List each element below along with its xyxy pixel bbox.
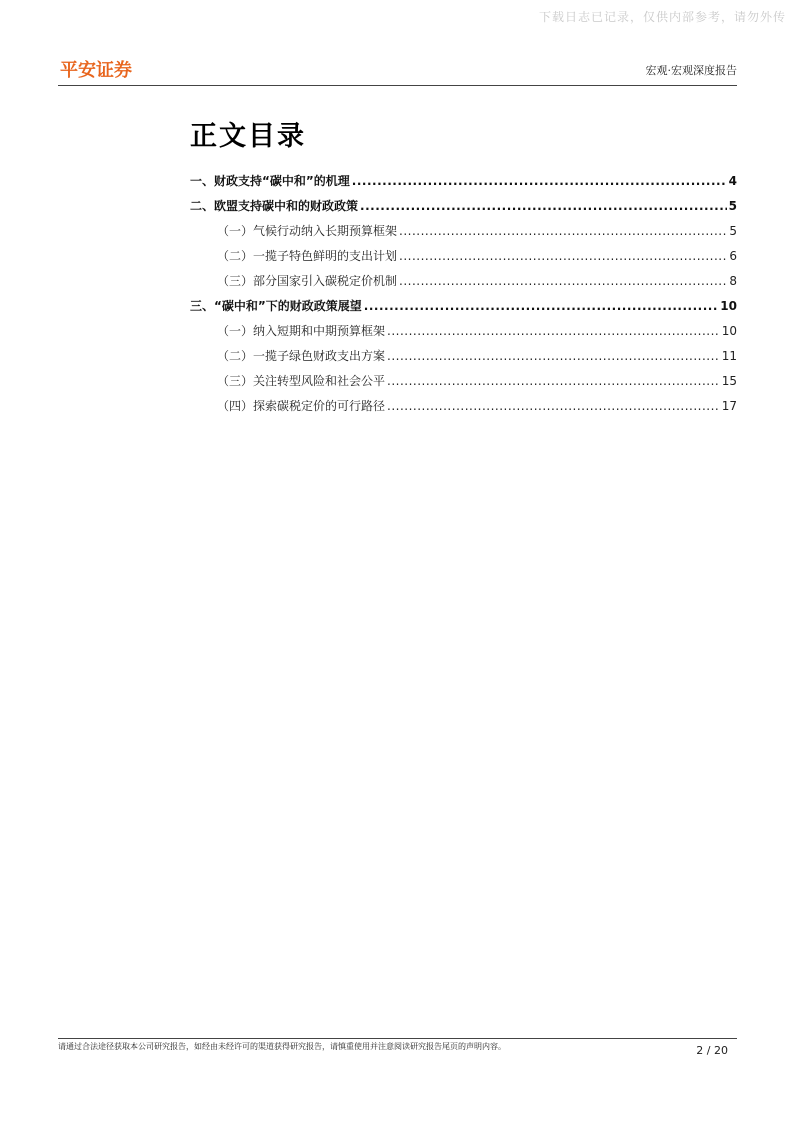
toc-label: 纳入短期和中期预算框架 [253, 324, 386, 338]
dot-leader [399, 249, 727, 263]
toc-page-number: 5 [729, 224, 737, 238]
toc-number: （二） [217, 349, 254, 363]
toc-entry-section-2[interactable] [190, 197, 737, 222]
footer-disclaimer: 请通过合法途径获取本公司研究报告，如经由未经许可的渠道获得研究报告，请慎重使用并注意阅读研究报告尾页的声明内容。 [58, 1042, 506, 1051]
dot-leader [352, 174, 727, 188]
page-title: 正文目录 [190, 121, 306, 152]
toc-page-number: 8 [729, 274, 737, 288]
toc-entry-section-1[interactable] [190, 172, 737, 197]
toc-label: 欧盟支持碳中和的财政政策 [214, 199, 359, 213]
toc-entry-subsection-3-4[interactable] [190, 397, 737, 422]
dot-leader [387, 374, 720, 388]
toc-page-number: 10 [721, 324, 737, 338]
toc-page-number: 5 [728, 199, 737, 213]
toc-entry-subsection-3-1[interactable] [190, 322, 737, 347]
toc-label: 气候行动纳入长期预算框架 [253, 224, 398, 238]
page-number: 2 / 20 [696, 1044, 728, 1057]
table-of-contents [190, 172, 737, 422]
report-category: 宏观·宏观深度报告 [645, 64, 737, 77]
toc-page-number: 11 [721, 349, 737, 363]
dot-leader [387, 399, 720, 413]
toc-label: 探索碳税定价的可行路径 [253, 399, 386, 413]
toc-page-number: 15 [721, 374, 737, 388]
toc-entry-subsection-2-3[interactable] [190, 272, 737, 297]
toc-entry-subsection-3-3[interactable] [190, 372, 737, 397]
watermark-text: 下载日志已记录，仅供内部参考，请勿外传 [538, 10, 786, 24]
toc-page-number: 4 [728, 174, 737, 188]
header-divider [58, 85, 737, 86]
toc-entry-subsection-2-1[interactable] [190, 222, 737, 247]
toc-label: “碳中和”下的财政政策展望 [214, 299, 362, 313]
toc-entry-section-3[interactable] [190, 297, 737, 322]
footer-divider [58, 1038, 737, 1039]
toc-number: （一） [217, 324, 254, 338]
dot-leader [399, 274, 727, 288]
toc-page-number: 10 [720, 299, 737, 313]
toc-label: 部分国家引入碳税定价机制 [253, 274, 398, 288]
toc-number: （三） [217, 374, 254, 388]
toc-number: （四） [217, 399, 254, 413]
toc-number: 三、 [190, 299, 215, 313]
toc-label: 一揽子特色鲜明的支出计划 [253, 249, 398, 263]
toc-number: （一） [217, 224, 254, 238]
toc-number: 一、 [190, 174, 215, 188]
toc-page-number: 17 [721, 399, 737, 413]
toc-label: 财政支持“碳中和”的机理 [214, 174, 350, 188]
dot-leader [364, 299, 719, 313]
toc-number: （三） [217, 274, 254, 288]
company-logo: 平安证券 [60, 60, 132, 81]
toc-label: 一揽子绿色财政支出方案 [253, 349, 386, 363]
toc-entry-subsection-2-2[interactable] [190, 247, 737, 272]
dot-leader [387, 324, 720, 338]
toc-number: 二、 [190, 199, 215, 213]
toc-entry-subsection-3-2[interactable] [190, 347, 737, 372]
toc-page-number: 6 [729, 249, 737, 263]
dot-leader [360, 199, 727, 213]
toc-number: （二） [217, 249, 254, 263]
dot-leader [387, 349, 720, 363]
toc-label: 关注转型风险和社会公平 [253, 374, 386, 388]
dot-leader [399, 224, 727, 238]
